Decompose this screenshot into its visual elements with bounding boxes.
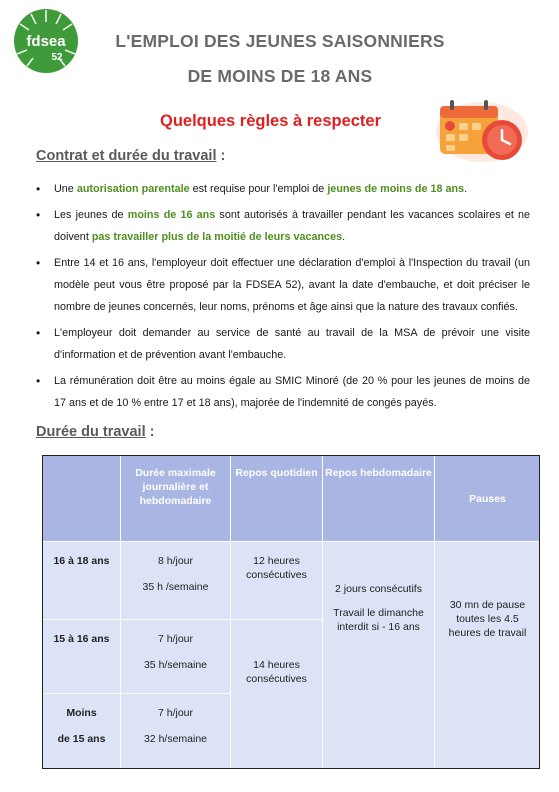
table-header-breaks: Pauses xyxy=(435,456,541,542)
table-header-weekly-rest: Repos hebdomadaire xyxy=(323,456,435,542)
rule-remuneration: • La rémunération doit être au moins égale au SMIC Minoré (de 20 % pour les jeunes de moins de 17 ans et de 10 % entre 17 et 18 ans), majorée de l'indemnité de congés payés. xyxy=(36,370,530,414)
row-under-15-duration: 7 h/jour 32 h/semaine xyxy=(121,694,231,770)
row-label-15-16: 15 à 16 ans xyxy=(43,620,121,694)
row-16-18-daily-rest: 12 heures consécutives xyxy=(231,542,323,620)
section-duration-title: Durée du travail : xyxy=(36,424,155,440)
logo-text: fdsea xyxy=(26,33,66,50)
table-header-daily-rest: Repos quotidien xyxy=(231,456,323,542)
weekly-rest-cell: 2 jours consécutifs Travail le dimanche interdit si - 16 ans xyxy=(323,542,435,770)
title-line-2: DE MOINS DE 18 ANS xyxy=(187,66,373,86)
logo-number: 52 xyxy=(51,52,63,63)
duration-table xyxy=(42,455,541,770)
rules-list xyxy=(36,178,530,418)
table-header-max-duration: Durée maximale journalière et hebdomadaire xyxy=(121,456,231,542)
table-header-row xyxy=(43,456,541,542)
row-under-16-daily-rest: 14 heures consécutives xyxy=(231,620,323,770)
title-line-1: L'EMPLOI DES JEUNES SAISONNIERS xyxy=(115,31,445,51)
row-label-under-15: Moins de 15 ans xyxy=(43,694,121,770)
breaks-cell: 30 mn de pause toutes les 4.5 heures de travail xyxy=(435,542,541,770)
rule-under-16: • Les jeunes de moins de 16 ans sont autorisés à travailler pendant les vacances scolaires et ne doivent pas travailler plus de la moitié de leurs vacances. xyxy=(36,204,530,248)
table-row xyxy=(43,542,541,620)
calendar-clock-icon xyxy=(432,92,528,164)
row-16-18-duration: 8 h/jour 35 h /semaine xyxy=(121,542,231,620)
row-label-16-18: 16 à 18 ans xyxy=(43,542,121,620)
rule-parental-authorization: • Une autorisation parentale est requise pour l'emploi de jeunes de moins de 18 ans. xyxy=(36,178,530,200)
row-15-16-duration: 7 h/jour 35 h/semaine xyxy=(121,620,231,694)
fdsea-logo xyxy=(13,8,79,74)
subtitle: Quelques règles à respecter xyxy=(160,112,382,130)
section-contract-title: Contrat et durée du travail : xyxy=(36,148,226,164)
rule-declaration: • Entre 14 et 16 ans, l'employeur doit effectuer une déclaration d'emploi à l'Inspection du travail (un modèle peut vous être proposé par la FDSEA 52), avant la date d'embauche, et doit préciser le nombre de jeunes concernés, leur noms, prénoms et âge ainsi que la nature des travaux confiés. xyxy=(36,252,530,318)
table-header-empty xyxy=(43,456,121,542)
rule-medical-visit: • L'employeur doit demander au service de santé au travail de la MSA de prévoir une visite d'information et de prévention avant l'embauche. xyxy=(36,322,530,366)
